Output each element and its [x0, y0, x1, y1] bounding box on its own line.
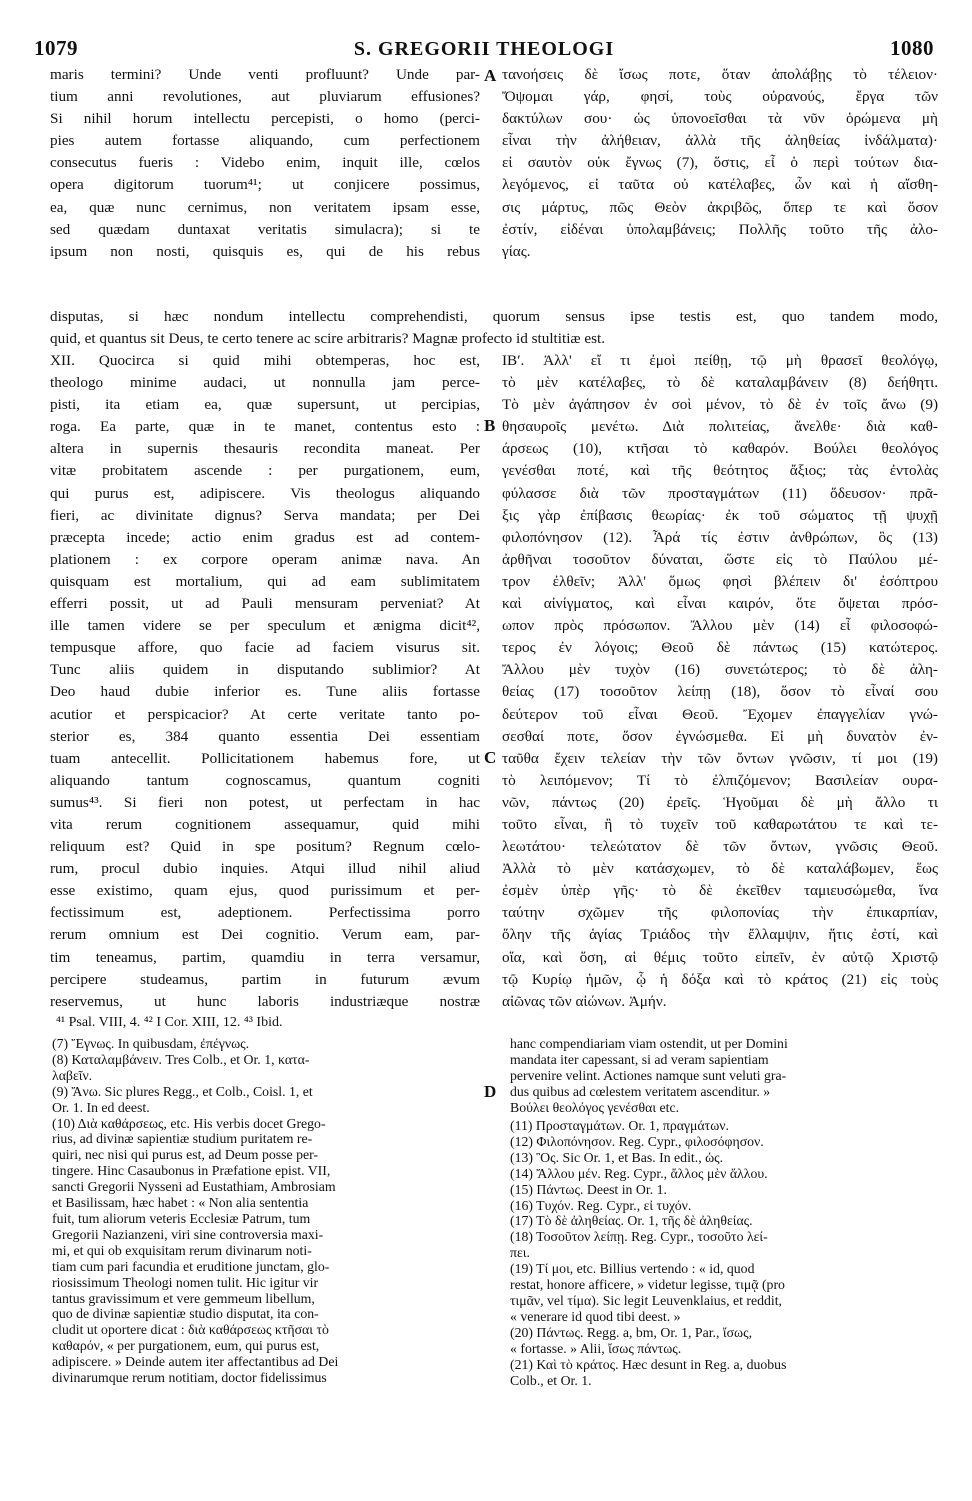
text-line: αἰῶνας τῶν αἰώνων. Ἀμήν.: [502, 992, 667, 1010]
text-line: ἐσμὲν ὑπὲρ γῆς· τὸ δὲ ἐκεῖθεν ταμιευσώμεθα, ἵνα: [502, 882, 938, 900]
column-marker-b: B: [484, 416, 496, 435]
text-line: fieri, ac divinitate dignus? Serva mandata; per Dei: [50, 506, 480, 524]
text-line: sed quædam duntaxat veritatis simulacra); si te: [50, 220, 480, 238]
footnote-line: (20) Πάντως. Regg. a, bm, Or. 1, Par., ἴσως,: [510, 1324, 753, 1340]
text-line: ταῦθα ἔχειν τελείαν τὴν τῶν ὄντων γνῶσιν, τί μοι (19): [502, 749, 938, 767]
text-line: opera digitorum tuorum⁴¹; ut conjicere possimus,: [50, 176, 480, 194]
text-line: ταύτην σχῶμεν τῆς φιλοπονίας τὴν ἐπικαρπίαν,: [502, 904, 938, 922]
text-line: ΙΒʹ. Ἀλλ' εἴ τι ἐμοὶ πείθῃ, τῷ μὴ θρασεῖ θεολόγῳ,: [502, 352, 938, 369]
column-marker-c: C: [484, 748, 497, 767]
text-line: δεύτερον τοῦ εἶναι Θεοῦ. Ἔχομεν ἐπαγγελίαν γνώ-: [502, 705, 938, 723]
text-line: quisquam est mortalium, qui ad eam sublimitatem: [50, 572, 480, 590]
text-line: Ἀλλὰ τὸ μὲν κατάσχωμεν, τὸ δὲ καταλάβωμεν, ἕως: [502, 860, 938, 878]
footnote-line: sancti Gregorii Nysseni ad Eustathiam, Ambrosiam: [52, 1179, 336, 1195]
text-line: Tunc aliis quidem in disputando sublimior? At: [50, 661, 480, 679]
footnote-line: (18) Τοσοῦτον λείπῃ. Reg. Cypr., τοσοῦτο λεί-: [510, 1229, 768, 1245]
footnote-line: pervenire velint. Actiones namque sunt veluti gra-: [510, 1067, 787, 1083]
footnote-line: καθαρόν, « per purgationem, eum, qui purus est,: [52, 1338, 320, 1354]
greek-column-main: [502, 350, 938, 1013]
text-line: fectissimum est, adeptionem. Perfectissima porro: [50, 904, 480, 922]
text-line: ἀρθῆναι τοσοῦτον δύναται, ὥστε εἰς τὸ Παύλου μέ-: [502, 550, 938, 568]
footnote-line: (12) Φιλοπόνησον. Reg. Cypr., φιλοσόφησον.: [510, 1133, 764, 1149]
footnote-line: Colb., et Or. 1.: [510, 1372, 592, 1388]
text-line: disputas, si hæc nondum intellectu comprehendisti, quorum sensus ipse testis est, quo tandem modo,: [50, 308, 938, 325]
text-line: φιλοπόνησον (12). Ἆρά τίς ἐστιν ἀνθρώπων, ὃς (13): [502, 528, 938, 546]
text-line: λεωτάτου· τελεώτατον δὲ τῶν ὄντων, γνῶσις Θεοῦ.: [502, 838, 938, 856]
text-line: ὅλην τῆς ἁγίας Τριάδος τὴν ἔλλαμψιν, ἥτις ἐστί, καὶ: [502, 926, 938, 944]
footnote-line: (9) Ἄνω. Sic plures Regg., et Colb., Coisl. 1, et: [52, 1083, 313, 1099]
footnote-line: (13) Ὃς. Sic Or. 1, et Bas. In edit., ὡς.: [510, 1149, 724, 1165]
footnote-line: (8) Καταλαμβάνειν. Tres Colb., et Or. 1, κατα-: [52, 1051, 310, 1067]
text-line: τὸ μὲν κατέλαβες, τὸ δὲ καταλαμβάνειν (8) δεήθητι.: [502, 374, 938, 392]
text-line: Ἄλλου μὲν τυχὸν (16) συνετώτερος; τὸ δὲ ἀλη-: [502, 661, 938, 679]
text-line: altera in supernis thesauris recondita maneat. Per: [50, 440, 480, 458]
footnote-line: dus quibus ad cœlestem veritatem ascenditur. »: [510, 1083, 771, 1099]
text-line: λεγόμενος, εἰ ταῦτα οὐ κατέλαβες, ὧν καὶ ἡ αἴσθη-: [502, 176, 938, 194]
footnote-line: (10) Διὰ καθάρσεως, etc. His verbis docet Grego-: [52, 1115, 326, 1131]
text-line: τανοήσεις δὲ ἴσως ποτε, ὅταν ἀπολάβῃς τὸ τέλειον·: [502, 66, 938, 83]
text-line: νῶν, πάντως (20) ἐρεῖς. Ἡγοῦμαι δὲ μὴ ἄλλο τι: [502, 793, 938, 811]
text-line: efferri possit, ut ad Pauli mensuram perveniat? At: [50, 595, 480, 613]
footnote-line: tantus gravissimum et vere gemmeum libellum,: [52, 1290, 315, 1306]
text-line: aliquando tantum cognoscamus, quantum cogniti: [50, 771, 480, 789]
text-line: tium anni revolutiones, aut pluviarum effusiones?: [50, 88, 480, 106]
text-line: maris termini? Unde venti profluunt? Unde par-: [50, 66, 480, 83]
latin-footnotes: [52, 1036, 476, 1386]
text-line: præcepta incede; actio enim gradus est ad contem-: [50, 528, 480, 546]
text-line: Ὄψομαι γάρ, φησί, τοὺς οὐρανούς, ἔργα τῶν: [502, 88, 938, 106]
footnote-line: (17) Τὸ δὲ ἀληθείας. Or. 1, τῆς δὲ ἀληθείας.: [510, 1213, 753, 1229]
footnote-line: restat, honore afficere, » videtur legisse, τιμᾷ (pro: [510, 1277, 785, 1293]
text-line: τερος ἐν λόγοις; Θεοῦ δὲ πάντως (15) κατώτερος.: [502, 639, 938, 657]
text-line: ἐστίν, εἰδέναι ὑπολαμβάνεις; Πολλῆς τοῦτο τῆς ἀλο-: [502, 220, 938, 238]
text-line: καὶ αἰνίγματος, καὶ εἶναι καιρόν, ὅτε ὄψεται πρόσ-: [502, 595, 938, 613]
text-line: ipsum non nosti, quisquis es, qui de his rebus: [50, 242, 480, 260]
text-line: vitæ probitatem ascende : per purgationem, eum,: [50, 462, 480, 480]
text-line: XII. Quocirca si quid mihi obtemperas, hoc est,: [50, 352, 480, 369]
footnote-line: τιμᾶν, vel τίμα). Sic legit Leuvenklaius, et reddit,: [510, 1292, 783, 1308]
text-line: τρον ἐλθεῖν; Ἀλλ' ὅμως φησὶ βλέπειν δι' ἐσόπτρου: [502, 572, 938, 590]
footnote-line: tingere. Hinc Casaubonus in Præfatione epist. VII,: [52, 1163, 331, 1179]
greek-column-top: [502, 64, 938, 263]
footnote-line: hanc compendiariam viam ostendit, ut per Domini: [510, 1036, 788, 1051]
column-marker-d: D: [484, 1082, 497, 1101]
text-line: τοῦτο εἶναι, ἢ τὸ τυχεῖν τοῦ καθαρωτάτου τε καὶ τε-: [502, 815, 938, 833]
text-line: ille tamen videre se per speculum et ænigma dicit⁴²,: [50, 617, 480, 635]
text-line: roga. Ea parte, quæ in te manet, contentus esto :: [50, 418, 480, 436]
text-line: sumus⁴³. Si fieri non potest, ut perfectam in hac: [50, 793, 480, 811]
text-line: γενέσθαι ποτέ, καὶ τῆς θεότητος ἄξιος; τὰς ἐντολὰς: [502, 462, 938, 480]
text-line: φύλασσε διὰ τῶν προσταγμάτων (11) ὅδευσον· πρᾶ-: [502, 484, 938, 502]
scripture-references: ⁴¹ Psal. VIII, 4. ⁴² I Cor. XIII, 12. ⁴³ Ibid.: [56, 1015, 283, 1030]
footnote-line: λαβεῖν.: [52, 1067, 93, 1083]
text-line: γίας.: [502, 242, 531, 260]
footnote-line: mi, et qui ob exquisitam rerum divinarum noti-: [52, 1242, 312, 1258]
page-header: [34, 36, 934, 64]
text-line: θείας (17) τοσοῦτον λείπῃ (18), ὅσον τὸ εἶναί σου: [502, 683, 938, 701]
footnote-line: (15) Πάντως. Deest in Or. 1.: [510, 1181, 667, 1197]
text-line: οἵα, καὶ ὅση, αἱ θέμις τοῦτο εἰπεῖν, ἐν αὐτῷ Χριστῷ: [502, 948, 938, 966]
text-line: ωπον πρὸς πρόσωπον. Ἄλλου μὲν (14) εἶ φιλοσοφώ-: [502, 617, 938, 635]
text-line: δακτύλων σου· ὡς ὑπονοεῖσθαι τὰ νῦν ὁρώμενα μὴ: [502, 110, 938, 128]
text-line: tempusque affore, quo facie ad faciem visurus sit.: [50, 639, 480, 657]
footnote-line: (14) Ἄλλου μέν. Reg. Cypr., ἄλλος μὲν ἄλλου.: [510, 1165, 768, 1181]
text-line: theologo minime audaci, ut nonnulla jam perce-: [50, 374, 480, 392]
footnote-line: quo de divinæ sapientiæ studio disputat, ita con-: [52, 1306, 319, 1322]
text-line: pies autem fortasse aliquando, cum perfectionem: [50, 132, 480, 150]
text-line: θησαυροῖς μενέτω. Διὰ πολιτείας, ἄνελθε· διὰ καθ-: [502, 418, 938, 436]
footnote-line: rius, ad divinæ sapientiæ studium puritatem re-: [52, 1131, 313, 1147]
footnote-line: mandata iter capessant, si ad veram sapientiam: [510, 1051, 769, 1067]
footnote-line: et Basilissam, hæc habet : « Non alia sententia: [52, 1195, 309, 1211]
text-line: σεσθαί ποτε, ὅσον ἐγνώσμεθα. Εἰ μὴ δυνατὸν ἐν-: [502, 727, 938, 745]
text-line: rum, procul dubio inquies. Atqui illud nihil aliud: [50, 860, 480, 878]
left-page-number: 1079: [34, 36, 78, 60]
text-line: Τὸ μὲν ἀγάπησον ἐν σοὶ μένον, τὸ δὲ ἐν τοῖς ἄνω (9): [502, 396, 938, 414]
right-page-number: 1080: [889, 36, 934, 60]
text-line: εἶναι τὴν ἀλήθειαν, ἀλλὰ τῆς ἀληθείας ἰνδάλματα)·: [502, 132, 938, 150]
text-line: rerum omnium est Dei cognitio. Verum eam, par-: [50, 926, 480, 944]
text-line: vita rerum cognitionem assequamur, quid mihi: [50, 815, 480, 833]
footnote-line: Or. 1. In ed deest.: [52, 1099, 150, 1115]
footnote-line: fuit, tum aliorum veteris Ecclesiæ Patrum, tum: [52, 1210, 311, 1226]
footnote-line: πει.: [510, 1245, 530, 1261]
column-marker-a: A: [484, 66, 497, 85]
text-line: ξις γὰρ ἐπίβασις θεωρίας· ἐκ τοῦ σώματος τῇ ψυχῇ: [502, 506, 938, 524]
page-title: S. GREGORII THEOLOGI: [353, 38, 615, 60]
text-line: percipere studeamus, partim in futurum ævum: [50, 970, 480, 988]
text-line: τὸ λειπόμενον; Τί τὸ ἐλπιζόμενον; Βασιλείαν ουρα-: [502, 771, 938, 789]
footnote-line: divinarumque rerum notitiam, doctor fidelissimus: [52, 1370, 327, 1386]
footnote-line: cludit ut oportere dicat : διὰ καθάρσεως κτῆσαι τὸ: [52, 1322, 329, 1338]
text-line: Si nihil horum intellectu percepisti, o homo (perci-: [50, 110, 480, 128]
text-line: εἰ σαυτὸν οὐκ ἔγνως (7), ὅστις, εἶ ὁ περὶ τούτων δια-: [502, 154, 938, 172]
footnote-line: quiri, nec nisi qui purus est, ad Deum posse per-: [52, 1147, 319, 1163]
footnote-line: « venerare id quod tibi deest. »: [510, 1308, 681, 1324]
text-line: qui purus est, adipiscere. Vis theologus aliquando: [50, 484, 480, 502]
text-line: άρσεως (10), κτῆσαι τὸ καθαρόν. Βούλει θεολόγος: [502, 440, 938, 458]
text-line: quid, et quantus sit Deus, te certo tenere ac scire arbitraris? Magnæ profecto id stultitiæ est.: [50, 330, 606, 348]
footnote-line: (19) Τί μοι, etc. Billius vertendo : « id, quod: [510, 1261, 755, 1277]
text-line: consecutus fueris : Videbo enim, inquit ille, cœlos: [50, 154, 480, 172]
footnote-line: « fortasse. » Alii, ἴσως πάντως.: [510, 1340, 682, 1356]
footnote-line: (21) Καὶ τὸ κράτος. Hæc desunt in Reg. a, duobus: [510, 1356, 787, 1372]
text-line: acutior et perspicacior? At certe veritate tanto po-: [50, 705, 480, 723]
footnote-line: Βούλει θεολόγος γενέσθαι etc.: [510, 1099, 680, 1115]
footnote-line: (7) Ἔγνως. In quibusdam, ἐπέγνως.: [52, 1036, 250, 1051]
footnote-line: (11) Προσταγμάτων. Or. 1, πραγμάτων.: [510, 1118, 729, 1133]
text-line: tuam antecellit. Pollicitationem habemus fore, ut: [50, 749, 480, 767]
full-width-text: [50, 306, 938, 350]
footnote-line: (16) Τυχόν. Reg. Cypr., εἰ τυχόν.: [510, 1197, 692, 1213]
text-line: reservemus, ut hunc laboris industriæque nostræ: [50, 992, 480, 1010]
text-line: pisti, ita etiam ea, quæ supersunt, ut percipias,: [50, 396, 480, 414]
footnote-line: adipiscere. » Deinde autem iter affectantibus ad Dei: [52, 1354, 339, 1370]
text-line: tim teneamus, partim, quamdiu in terra versamur,: [50, 948, 480, 966]
latin-column-top: [50, 64, 480, 263]
text-line: Deo haud dubie inferior es. Tune aliis fortasse: [50, 683, 480, 701]
greek-footnotes: [510, 1118, 936, 1388]
text-line: reliquum est? Quid in spe positum? Regnum cœlo-: [50, 838, 480, 856]
text-line: σις μάρτυς, πῶς Θεὸν ἀκριβῶς, ὅπερ τε καὶ ὅσον: [502, 198, 938, 216]
text-line: plationem : ex corpore operam animæ nava. An: [50, 550, 480, 568]
latin-column-main: [50, 350, 480, 1013]
text-line: τῷ Κυρίῳ ἡμῶν, ᾧ ἡ δόξα καὶ τὸ κράτος (21) εἰς τοὺς: [502, 970, 938, 988]
footnote-line: riosissimum Theologi nomen tulit. Hic igitur vir: [52, 1274, 319, 1290]
text-line: esse existimo, quam ejus, quod purissimum et per-: [50, 882, 480, 900]
text-line: ea, quæ nunc cernimus, non veritatem ipsam esse,: [50, 198, 480, 216]
footnote-line: Gregorii Nazianzeni, viri sine controversia maxi-: [52, 1226, 324, 1242]
footnote-continuation: [510, 1036, 936, 1116]
text-line: sterior es, 384 quanto essentia Dei essentiam: [50, 727, 480, 745]
footnote-line: tiam cum pari facundia et eruditione junctam, glo-: [52, 1258, 330, 1274]
